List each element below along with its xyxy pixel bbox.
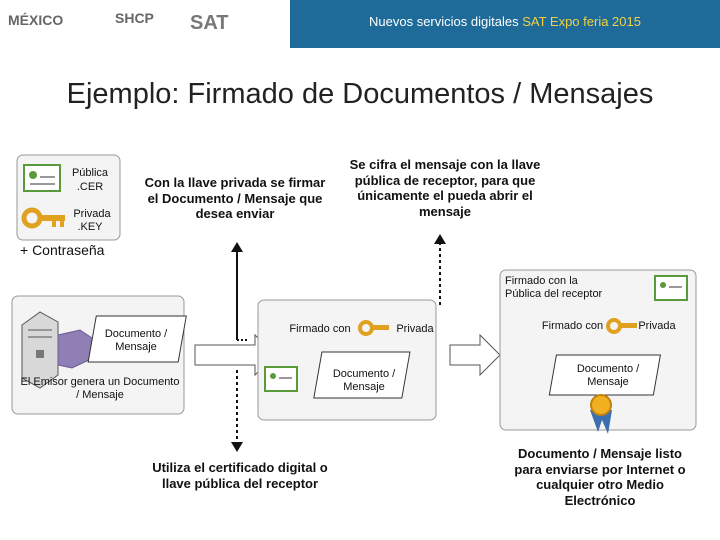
step3-signed-with: Firmado con: [541, 320, 604, 332]
step2-document-label: Documento / Mensaje: [332, 368, 396, 394]
private-key-label: Privada: [73, 208, 111, 220]
arrow-up-encrypt: [434, 234, 446, 305]
private-key-ext: .KEY: [77, 221, 103, 233]
mexico-logo: MÉXICO: [8, 12, 64, 28]
step2-certificate-icon: [265, 367, 297, 391]
arrow-up-sign: [231, 242, 243, 340]
public-key-label: Pública: [71, 167, 109, 179]
step3-document-label: Documento / Mensaje: [576, 363, 640, 389]
public-certificate-icon: [24, 165, 60, 191]
public-key-ext: .CER: [76, 181, 104, 193]
step1-caption: El Emisor genera un Documento / Mensaje: [20, 376, 180, 402]
page-title: Ejemplo: Firmado de Documentos / Mensajes: [66, 78, 654, 110]
step3-signed-public: Firmado con la Pública del receptor: [505, 275, 603, 301]
arrow-right-2: [450, 335, 500, 375]
use-certificate-note: Utiliza el certificado digital o llave pública del receptor: [152, 460, 328, 491]
step3-private-label: Privada: [638, 320, 676, 332]
sign-private-note: Con la llave privada se firmar el Documento / Mensaje que desea enviar: [144, 175, 326, 222]
step3-certificate-icon: [655, 276, 687, 300]
step2-private-label: Privada: [396, 323, 434, 335]
encrypt-public-note: Se cifra el mensaje con la llave pública de receptor, para que únicamente el pueda abrir el mensaje: [349, 157, 541, 219]
step2-signed-with: Firmado con: [289, 323, 351, 335]
password-label: + Contraseña: [20, 242, 105, 258]
shcp-logo: SHCP: [115, 10, 154, 26]
step1-document-label: Documento / Mensaje: [104, 328, 168, 354]
ready-to-send-note: Documento / Mensaje listo para enviarse por Internet o cualquier otro Medio Electrónico: [514, 446, 686, 508]
header-title: Nuevos servicios digitales SAT Expo feria 2015: [369, 14, 641, 29]
sat-logo: SAT: [190, 12, 229, 34]
arrow-down-certificate: [231, 370, 243, 452]
